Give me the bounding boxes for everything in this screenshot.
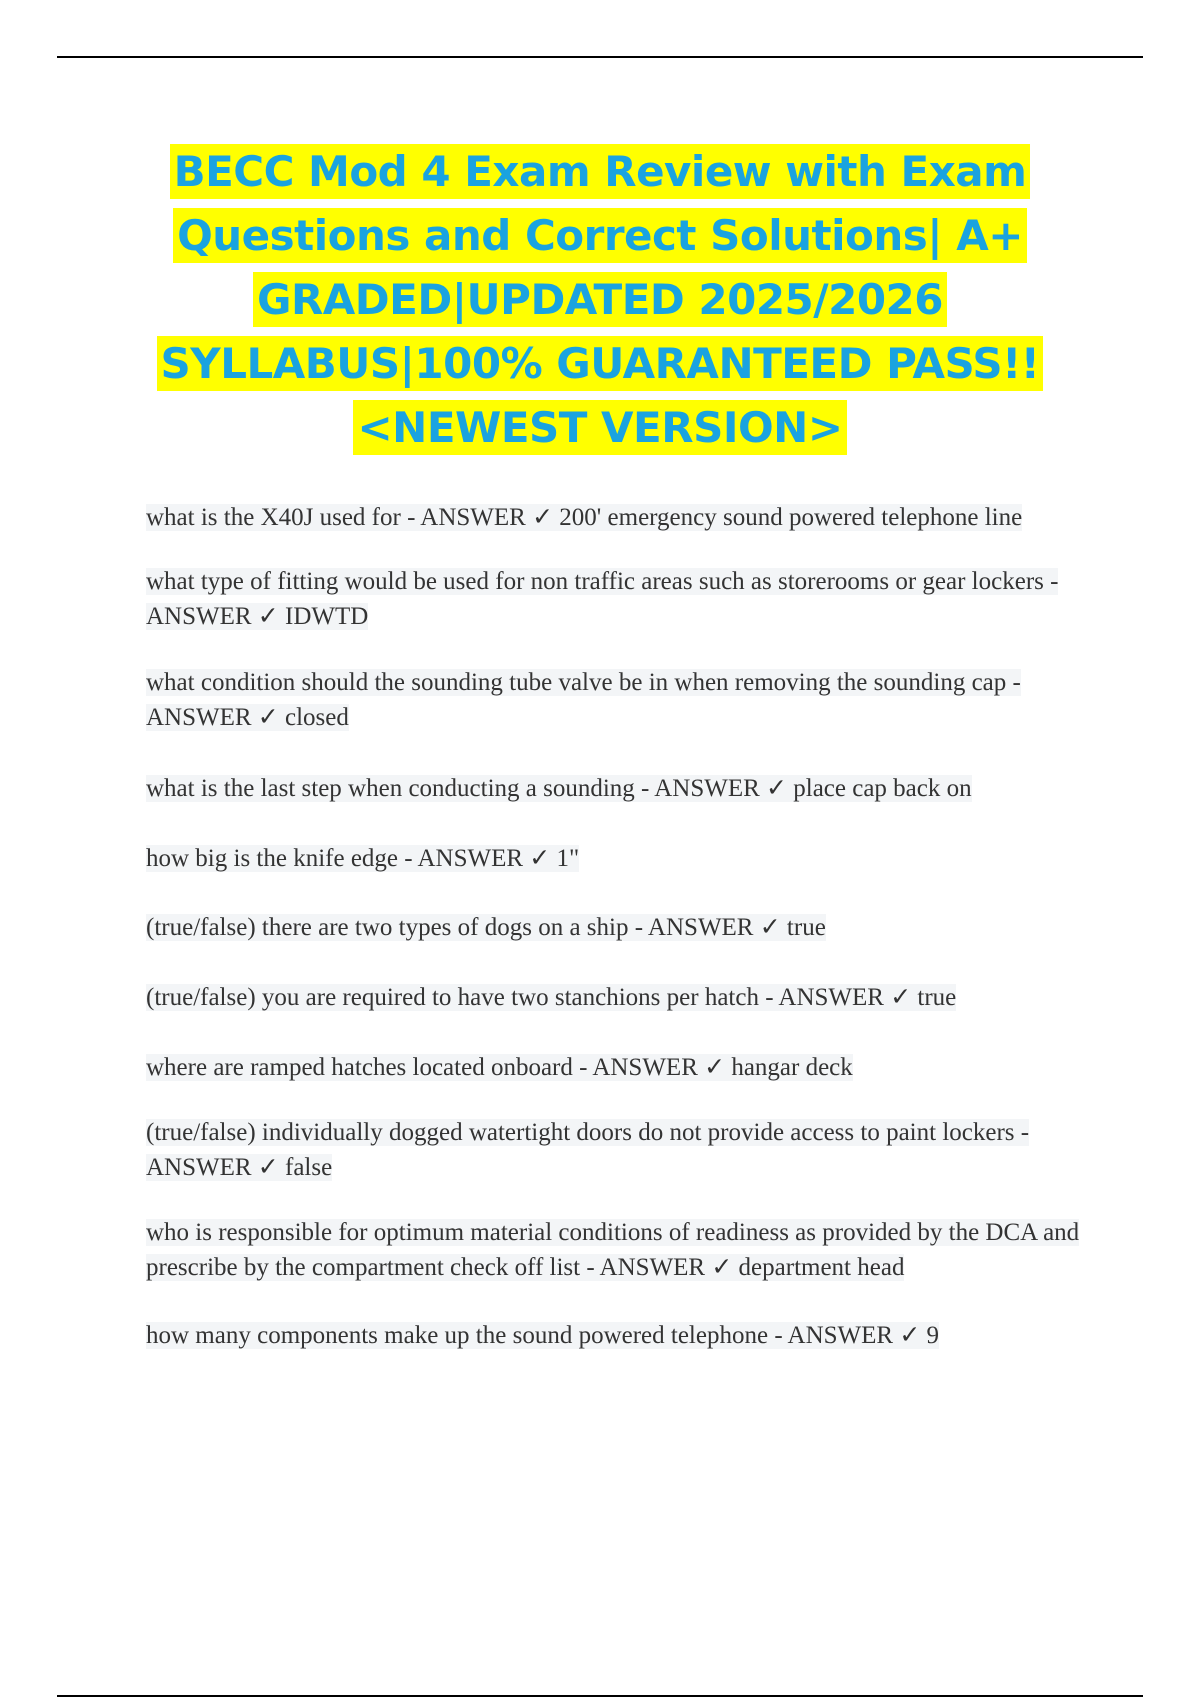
bottom-rule xyxy=(57,1695,1143,1697)
qa-item-text: what type of fitting would be used for non traffic areas such as storerooms or gear lockers - ANSWER ✓ IDWTD xyxy=(146,568,1059,630)
qa-item-text: who is responsible for optimum material conditions of readiness as provided by the DCA and prescribe by the compartment check off list - ANSWER ✓ department head xyxy=(146,1219,1080,1281)
qa-item xyxy=(146,1215,1086,1285)
qa-item-text: what is the X40J used for - ANSWER ✓ 200' emergency sound powered telephone line xyxy=(146,504,1023,531)
qa-item-text: how many components make up the sound powered telephone - ANSWER ✓ 9 xyxy=(146,1322,940,1349)
qa-item xyxy=(146,1050,1086,1085)
qa-item xyxy=(146,980,1086,1015)
qa-item xyxy=(146,841,1086,876)
document-title xyxy=(120,140,1080,460)
qa-item xyxy=(146,564,1086,634)
qa-item-text: how big is the knife edge - ANSWER ✓ 1" xyxy=(146,845,580,872)
qa-item xyxy=(146,1115,1086,1185)
document-title-text: BECC Mod 4 Exam Review with Exam Questions and Correct Solutions| A+ GRADED|UPDATED 2025/2026 SYLLABUS|100% GUARANTEED PASS!!<NEWEST VERSION> xyxy=(157,144,1044,455)
qa-list xyxy=(146,500,1086,1353)
qa-item xyxy=(146,665,1086,735)
top-rule xyxy=(57,56,1143,58)
qa-item-text: (true/false) there are two types of dogs on a ship - ANSWER ✓ true xyxy=(146,914,826,941)
qa-item-text: (true/false) you are required to have two stanchions per hatch - ANSWER ✓ true xyxy=(146,984,957,1011)
qa-item-text: (true/false) individually dogged watertight doors do not provide access to paint lockers - ANSWER ✓ false xyxy=(146,1119,1030,1181)
qa-item-text: what is the last step when conducting a sounding - ANSWER ✓ place cap back on xyxy=(146,775,972,802)
qa-item xyxy=(146,500,1086,535)
qa-item xyxy=(146,910,1086,945)
qa-item xyxy=(146,1318,1086,1353)
qa-item xyxy=(146,771,1086,806)
qa-item-text: what condition should the sounding tube valve be in when removing the sounding cap - ANSWER ✓ closed xyxy=(146,669,1021,731)
qa-item-text: where are ramped hatches located onboard - ANSWER ✓ hangar deck xyxy=(146,1054,853,1081)
